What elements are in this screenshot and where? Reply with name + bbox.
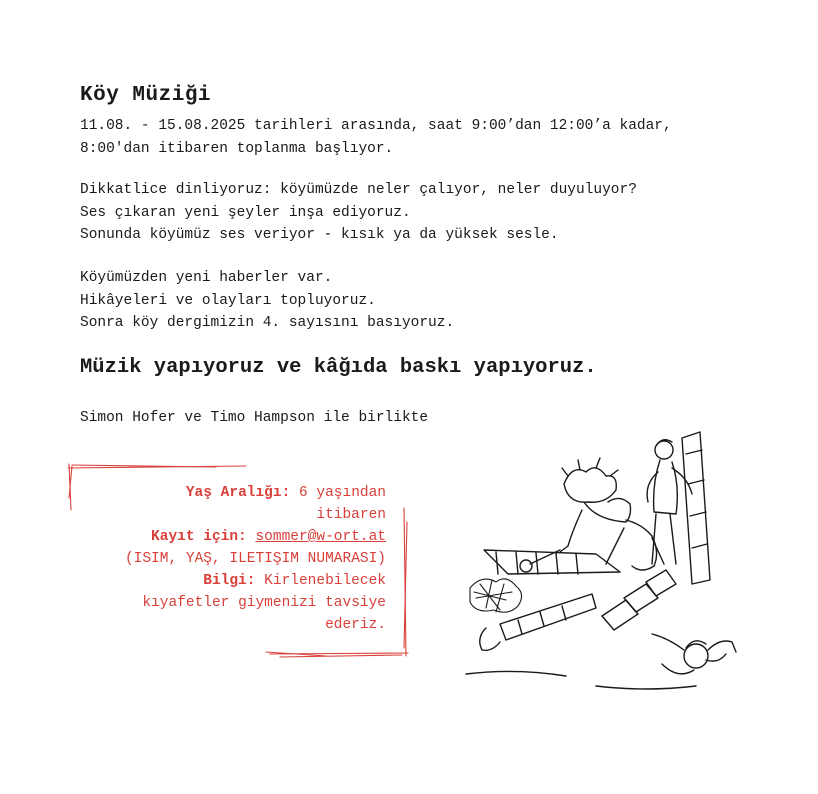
- children-making-music-sketch-icon: [456, 424, 746, 714]
- register-row: [66, 526, 386, 548]
- news-line: Hikâyeleri ve olayları topluyoruz.: [80, 292, 376, 309]
- schedule-line: 8:00'dan itibaren toplanma başlıyor.: [80, 140, 394, 157]
- headline: Müzik yapıyoruz ve kâğıda baskı yapıyoruz.: [80, 356, 597, 379]
- news-paragraph: [80, 267, 454, 335]
- info-box: [66, 462, 410, 658]
- listening-line: Ses çıkaran yeni şeyler inşa ediyoruz.: [80, 204, 411, 221]
- age-value-cont: itibaren: [316, 507, 386, 523]
- news-line: Köyümüzden yeni haberler var.: [80, 270, 333, 286]
- listening-paragraph: [80, 179, 637, 247]
- age-label: Yaş Aralığı:: [185, 485, 291, 501]
- page-title: Köy Müziği: [80, 84, 212, 107]
- info-label: Bilgi:: [203, 573, 256, 589]
- news-line: Sonra köy dergimizin 4. sayısını basıyoruz.: [80, 315, 455, 331]
- listening-line: Dikkatlice dinliyoruz: köyümüzde neler çalıyor, neler duyuluyor?: [80, 182, 637, 198]
- credit-line: Simon Hofer ve Timo Hampson ile birlikte: [80, 410, 429, 426]
- age-row: [66, 482, 386, 504]
- register-email-link[interactable]: sommer@w-ort.at: [255, 529, 386, 545]
- register-label: Kayıt için:: [151, 529, 247, 545]
- schedule-line: 11.08. - 15.08.2025 tarihleri arasında, saat 9:00’dan 12:00’a kadar,: [80, 118, 672, 134]
- register-note: (ISIM, YAŞ, ILETIŞIM NUMARASI): [124, 551, 386, 567]
- schedule-paragraph: [80, 115, 672, 160]
- info-text: [66, 482, 386, 636]
- info-value-cont: kıyafetler giymenizi tavsiye: [142, 595, 386, 611]
- info-value: Kirlenebilecek: [255, 573, 386, 589]
- listening-line: Sonunda köyümüz ses veriyor - kısık ya da yüksek sesle.: [80, 227, 559, 243]
- age-value: 6 yaşından: [290, 485, 386, 501]
- info-value-end: ederiz.: [325, 617, 386, 633]
- info-row: [66, 570, 386, 592]
